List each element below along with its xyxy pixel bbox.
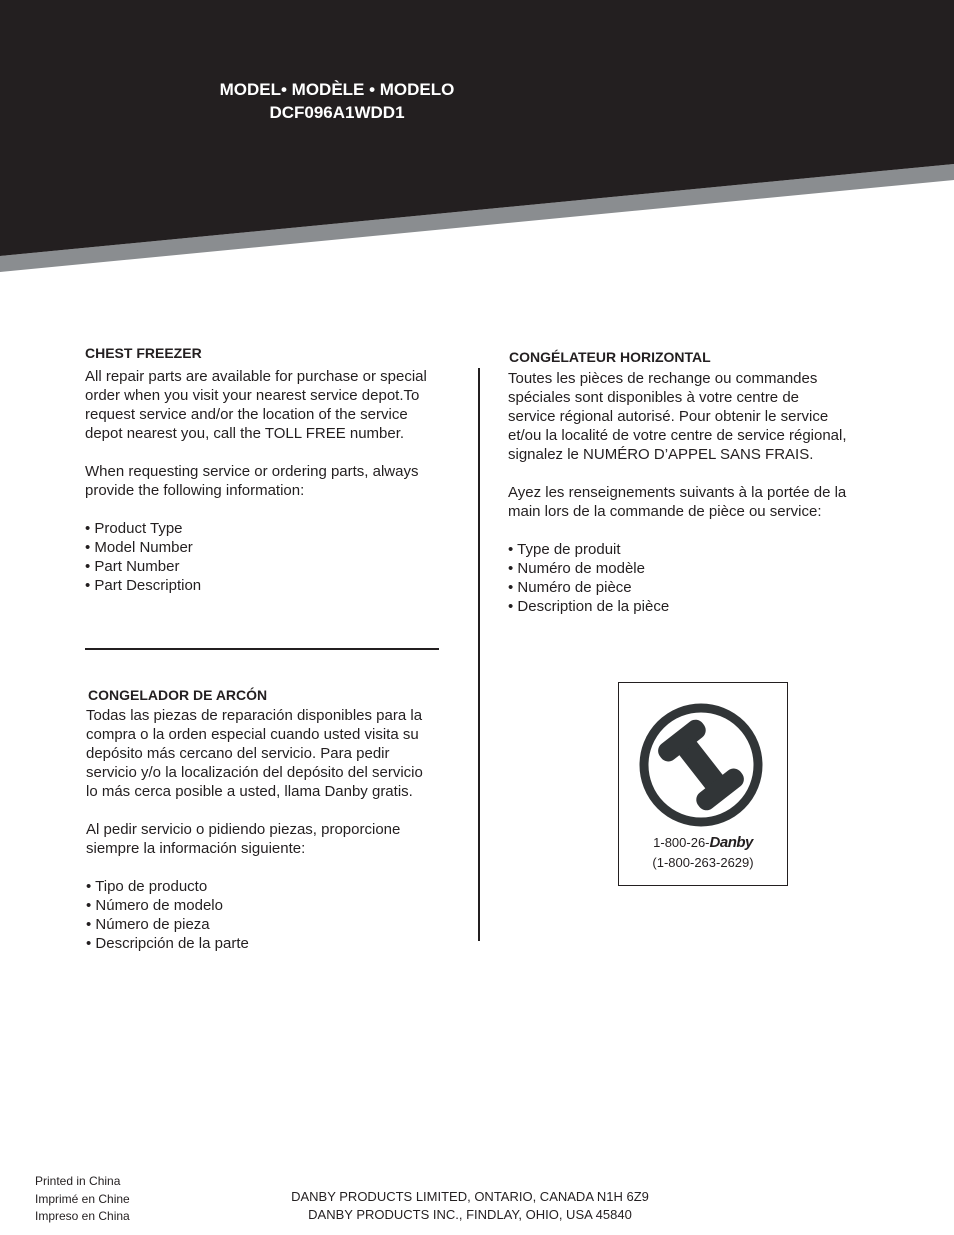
text-line: lo más cerca posible a usted, llama Danby gratis. (86, 783, 413, 800)
list-item: • Type de produit (508, 541, 621, 558)
text-line: All repair parts are available for purchase or special (85, 368, 427, 385)
text-line: servicio y/o la localización del depósito del servicio (86, 764, 423, 781)
section-paragraph-2 (508, 483, 908, 521)
list-item: • Descripción de la parte (86, 935, 249, 952)
text-line: depot nearest you, call the TOLL FREE number. (85, 425, 405, 442)
phone-number-numeric: (1-800-263-2629) (652, 855, 754, 870)
section-french (508, 349, 908, 616)
info-list (85, 519, 455, 595)
list-item: • Part Description (85, 577, 202, 594)
section-paragraph-2 (86, 820, 461, 858)
phone-prefix: 1-800-26- (653, 835, 710, 850)
text-line: et/ou la localité de votre centre de service régional, (508, 427, 847, 444)
list-item: • Model Number (85, 539, 193, 556)
company-line: DANBY PRODUCTS INC., FINDLAY, OHIO, USA 45840 (308, 1206, 632, 1222)
text-line: When requesting service or ordering parts, always (85, 463, 419, 480)
section-paragraph-1 (508, 369, 908, 464)
text-line: order when you visit your nearest service depot.To (85, 387, 420, 404)
vertical-divider (478, 368, 480, 941)
list-item: • Numéro de pièce (508, 579, 632, 596)
list-item: • Product Type (85, 520, 183, 537)
text-line: service régional autorisé. Pour obtenir le service (508, 408, 829, 425)
model-label: MODEL• MODÈLE • MODELO (219, 80, 455, 99)
printed-line: Printed in China (35, 1174, 121, 1188)
phone-contact-box (618, 682, 788, 886)
section-spanish (86, 687, 461, 953)
list-item: • Tipo de producto (86, 878, 208, 895)
model-heading (207, 78, 467, 124)
text-line: Al pedir servicio o pidiendo piezas, proporcione (86, 821, 401, 838)
section-title: CHEST FREEZER (85, 345, 202, 361)
text-line: spéciales sont disponibles à votre centre de (508, 389, 800, 406)
model-number: DCF096A1WDD1 (269, 103, 405, 122)
list-item: • Número de modelo (86, 897, 223, 914)
text-line: siempre la información siguiente: (86, 840, 306, 857)
text-line: main lors de la commande de pièce ou service: (508, 503, 822, 520)
text-line: provide the following information: (85, 482, 305, 499)
horizontal-divider (85, 648, 439, 650)
company-addresses (260, 1188, 680, 1223)
list-item: • Número de pieza (86, 916, 210, 933)
section-english (85, 345, 455, 595)
phone-icon (638, 702, 764, 828)
section-paragraph-1 (85, 367, 455, 443)
info-list (86, 877, 461, 953)
info-list (508, 540, 908, 616)
text-line: Ayez les renseignements suivants à la portée de la (508, 484, 847, 501)
printed-line: Impreso en China (35, 1209, 130, 1223)
list-item: • Description de la pièce (508, 598, 670, 615)
text-line: signalez le NUMÉRO D’APPEL SANS FRAIS. (508, 446, 814, 463)
header-banner (0, 0, 954, 280)
text-line: Toutes les pièces de rechange ou commandes (508, 370, 818, 387)
phone-number-line (619, 834, 787, 851)
section-title: CONGELADOR DE ARCÓN (88, 687, 268, 703)
text-line: request service and/or the location of the service (85, 406, 408, 423)
section-paragraph-2 (85, 462, 455, 500)
text-line: depósito más cercano del servicio. Para pedir (86, 745, 390, 762)
section-title: CONGÉLATEUR HORIZONTAL (509, 349, 711, 365)
printed-line: Imprimé en Chine (35, 1191, 130, 1206)
list-item: • Numéro de modèle (508, 560, 645, 577)
text-line: Todas las piezas de reparación disponibles para la (86, 707, 423, 724)
text-line: compra o la orden especial cuando usted visita su (86, 726, 419, 743)
company-line: DANBY PRODUCTS LIMITED, ONTARIO, CANADA N1H 6Z9 (291, 1189, 649, 1204)
section-paragraph-1 (86, 706, 461, 801)
list-item: • Part Number (85, 558, 180, 575)
danby-logo-text: Danby (709, 834, 753, 851)
printed-in-note (35, 1173, 130, 1226)
